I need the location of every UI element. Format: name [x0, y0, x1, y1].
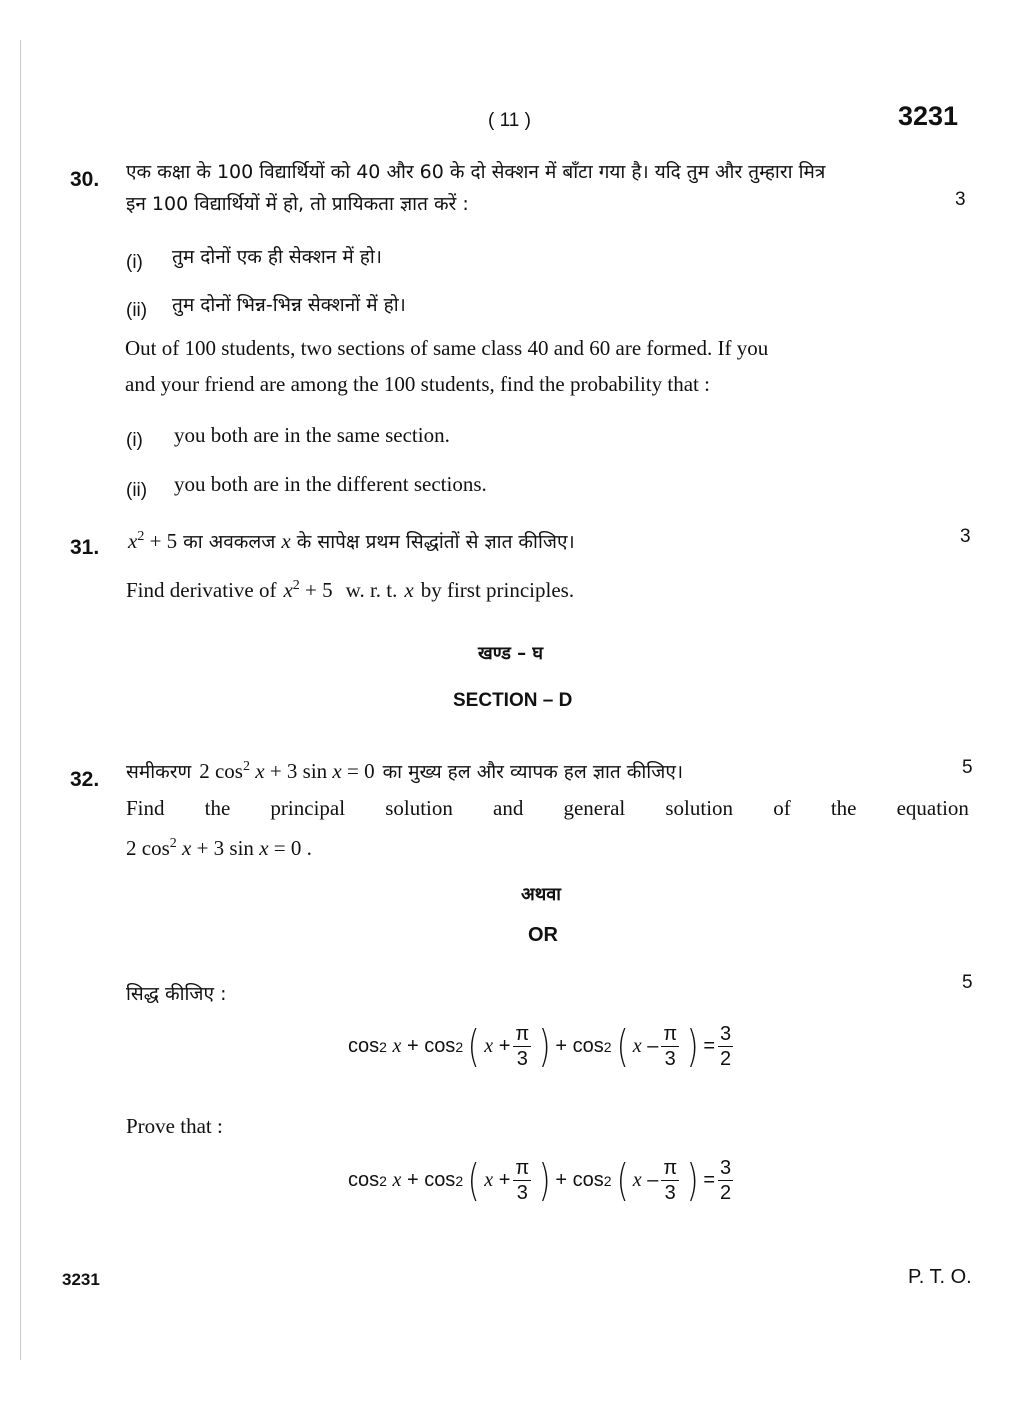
q31-wrt: w. r. t. — [345, 578, 398, 602]
q31-marks: 3 — [960, 526, 971, 547]
prove-hindi: सिद्ध कीजिए : — [126, 983, 227, 1005]
numerator: π — [515, 1157, 530, 1179]
q32-marks: 5 — [962, 757, 973, 778]
minus: – — [647, 1035, 659, 1057]
q30-english-part-text: you both are in the same section. — [174, 423, 450, 447]
numerator: π — [663, 1023, 678, 1045]
variable-x: x — [182, 836, 192, 860]
q30-english-line1: Out of 100 students, two sections of same class 40 and 60 are formed. If you — [125, 336, 769, 360]
q31-hindi-text2: के सापेक्ष प्रथम सिद्धांतों से ज्ञात कीजिए। — [296, 531, 575, 553]
denominator: 3 — [664, 1182, 676, 1204]
cos: cos — [348, 1035, 380, 1057]
question-number-32: 32. — [70, 768, 100, 791]
variable-x: x — [632, 1169, 642, 1191]
q30-english-part-label: (ii) — [126, 480, 148, 501]
q32-hindi-statement — [126, 758, 683, 784]
exponent: 2 — [169, 836, 177, 851]
cos: cos — [572, 1035, 604, 1057]
expression-rest: + 5 — [149, 529, 178, 553]
cos: cos — [424, 1035, 456, 1057]
word: principal — [270, 796, 346, 820]
q30-hindi-part-text: तुम दोनों भिन्न-भिन्न सेक्शनों में हो। — [172, 294, 406, 316]
variable-x: x — [283, 578, 293, 602]
q31-hindi-text: का अवकलज — [183, 531, 276, 553]
q31-hindi-expression — [128, 529, 177, 554]
word: and — [493, 796, 524, 820]
variable-x: x — [128, 529, 138, 553]
prove-english: Prove that : — [126, 1114, 223, 1138]
word: general — [563, 796, 626, 820]
cos: cos — [424, 1169, 456, 1191]
page-number: ( 11 ) — [488, 110, 531, 131]
word: equation — [896, 796, 969, 820]
q32-english-equation — [126, 836, 312, 861]
q32-hindi-prefix: समीकरण — [126, 761, 192, 783]
plus: + — [498, 1035, 511, 1057]
word: the — [830, 796, 857, 820]
variable-x: x — [255, 759, 265, 783]
plus: + — [498, 1169, 511, 1191]
footer-code: 3231 — [62, 1270, 100, 1289]
variable-x: x — [484, 1169, 494, 1191]
exponent: 2 — [455, 1038, 464, 1055]
eq-term: 2 cos — [199, 759, 243, 783]
word: the — [204, 796, 231, 820]
eq-term: 2 cos — [126, 836, 170, 860]
q30-hindi-part-label: (i) — [126, 252, 143, 273]
fraction-pi-3 — [661, 1158, 679, 1203]
denominator: 3 — [516, 1048, 528, 1070]
q30-hindi-line1: एक कक्षा के 100 विद्यार्थियों को 40 और 60 के दो सेक्शन में बाँटा गया है। यदि तुम और तुम्हारा मित्र — [126, 161, 826, 183]
word: solution — [665, 796, 734, 820]
fraction-pi-3 — [661, 1024, 679, 1069]
fraction-pi-3 — [513, 1158, 531, 1203]
q31-english-statement — [126, 578, 574, 603]
numerator: 3 — [720, 1023, 732, 1045]
question-number-31: 31. — [70, 536, 100, 559]
right-paren: ) — [686, 1020, 699, 1072]
left-paren: ( — [616, 1020, 629, 1072]
cos: cos — [572, 1169, 604, 1191]
eq-term: + 3 sin — [269, 759, 328, 783]
or-hindi: अथवा — [521, 884, 561, 905]
eq-term: + 3 sin — [196, 836, 254, 860]
q30-marks: 3 — [955, 189, 966, 210]
denominator: 3 — [664, 1048, 676, 1070]
variable-x: x — [259, 836, 269, 860]
q32-english-line1 — [126, 796, 969, 821]
prove-marks: 5 — [962, 972, 973, 993]
variable-x: x — [392, 1035, 402, 1057]
q30-english-part-label: (i) — [126, 430, 143, 451]
q30-hindi-part-label: (ii) — [126, 300, 148, 321]
numerator: π — [515, 1023, 530, 1045]
exponent: 2 — [379, 1172, 387, 1189]
section-title-english: SECTION – D — [453, 690, 573, 711]
q32-hindi-suffix: का मुख्य हल और व्यापक हल ज्ञात कीजिए। — [382, 761, 684, 783]
q31-hindi-statement — [128, 528, 575, 554]
numerator: 3 — [720, 1157, 732, 1179]
identity-equation — [348, 1020, 736, 1072]
exponent: 2 — [137, 529, 145, 544]
variable-x: x — [404, 578, 414, 602]
variable-x: x — [632, 1035, 642, 1057]
left-paren: ( — [467, 1154, 480, 1206]
exponent: 2 — [603, 1172, 612, 1189]
left-paren: ( — [616, 1154, 629, 1206]
eq-term: = 0 — [347, 759, 375, 783]
denominator: 2 — [720, 1048, 732, 1070]
scan-margin-line — [20, 40, 21, 1360]
exponent: 2 — [379, 1038, 387, 1055]
word: solution — [385, 796, 453, 820]
plus: + — [406, 1035, 419, 1057]
exponent: 2 — [455, 1172, 464, 1189]
denominator: 3 — [516, 1182, 528, 1204]
q31-english-suffix: by first principles. — [420, 578, 575, 602]
paper-code: 3231 — [898, 101, 959, 131]
variable-x: x — [281, 529, 291, 553]
fraction-pi-3 — [513, 1024, 531, 1069]
q30-hindi-line2: इन 100 विद्यार्थियों में हो, तो प्रायिकता ज्ञात करें : — [126, 193, 469, 215]
variable-x: x — [332, 759, 342, 783]
plus: + — [555, 1169, 568, 1191]
q30-english-line2: and your friend are among the 100 students, find the probability that : — [125, 372, 710, 396]
plus: + — [406, 1169, 419, 1191]
fraction-3-2 — [718, 1158, 733, 1203]
denominator: 2 — [720, 1182, 732, 1204]
identity-equation — [348, 1154, 736, 1206]
footer-pto: P. T. O. — [908, 1266, 972, 1288]
variable-x: x — [392, 1169, 402, 1191]
section-title-hindi: खण्ड – घ — [478, 643, 544, 664]
or-english: OR — [528, 924, 558, 946]
numerator: π — [663, 1157, 678, 1179]
expression-rest: + 5 — [305, 578, 333, 602]
q30-hindi-part-text: तुम दोनों एक ही सेक्शन में हो। — [172, 246, 382, 268]
variable-x: x — [484, 1035, 494, 1057]
left-paren: ( — [467, 1020, 480, 1072]
right-paren: ) — [538, 1020, 551, 1072]
minus: – — [647, 1169, 659, 1191]
q31-english-prefix: Find derivative of — [126, 578, 277, 602]
right-paren: ) — [538, 1154, 551, 1206]
q32-equation — [199, 759, 374, 784]
exponent: 2 — [242, 759, 250, 774]
cos: cos — [348, 1169, 380, 1191]
word: Find — [126, 796, 165, 820]
question-number-30: 30. — [70, 168, 100, 191]
equals: = — [703, 1035, 715, 1057]
eq-term: = 0 . — [273, 836, 312, 860]
fraction-3-2 — [718, 1024, 733, 1069]
q30-english-part-text: you both are in the different sections. — [174, 472, 487, 496]
word: of — [773, 796, 791, 820]
equals: = — [703, 1169, 715, 1191]
exponent: 2 — [603, 1038, 612, 1055]
right-paren: ) — [686, 1154, 699, 1206]
plus: + — [555, 1035, 568, 1057]
exponent: 2 — [292, 578, 300, 593]
